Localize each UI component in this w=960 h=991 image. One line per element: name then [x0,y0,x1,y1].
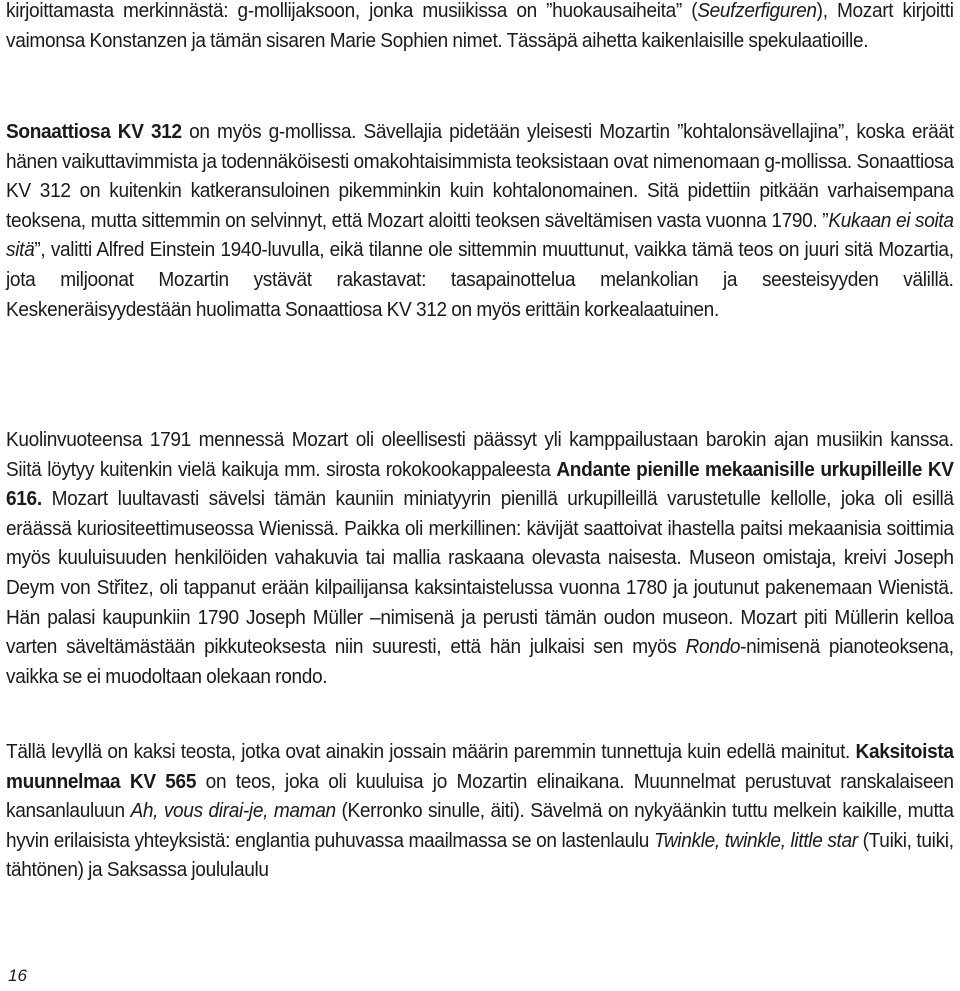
text-run: kirjoittamasta merkinnästä: g-mollijaksoon, jonka musiikissa on ”huokausaiheita” ( [6,0,698,22]
text-run: Andante pienille mekaanisille urkupilleille KV 616. [6,457,954,511]
text-run: Sonaattiosa KV 312 [6,120,182,143]
text-run: Seufzerfiguren [697,0,817,22]
text-run: Mozart luultavasti sävelsi tämän kauniin miniatyyrin pienillä urkupilleillä varustetulle kellolle, joka oli esillä eräässä kuriositeettimuseossa Wienissä. Paikka oli merkillinen: kävijät saattoivat ihastella paitsi mekaanisia soittimia myös kuuluisuuden henkilöiden vahakuvia tai mallia raskaana olevasta naisesta. Museon omistaja, kreivi Joseph Deym von Střitez, oli tappanut erään kilpailijansa kaksintaistelussa vuonna 1780 ja joutunut pakenemaan Wienistä. Hän palasi kaupunkiin 1790 Joseph Müller –nimisenä ja perusti tämän oudon museon. Mozart piti Müllerin kelloa varten säveltämästään pikkuteoksesta niin suuresti, että hän julkaisi sen myös [6,487,954,659]
paragraph-2 [6,117,954,324]
text-run: Kukaan ei soita sitä [6,208,954,262]
text-run: Kuolinvuoteensa 1791 mennessä Mozart oli oleellisesti päässyt yli kamppailustaan barokin ajan musiikin kanssa. Siitä löytyy kuitenkin vielä kaikuja mm. sirosta rokokookappaleesta [6,428,954,481]
paragraph-4 [6,737,954,885]
text-run: (Kerronko sinulle, äiti). Sävelmä on nykyäänkin tuttu melkein kaikille, mutta hyvin erilaisista yhteyksistä: englantia puhuvassa maailmassa se on lastenlaulu [6,799,954,852]
text-run: on teos, joka oli kuuluisa jo Mozartin elinaikana. Muunnelmat perustuvat ranskalaiseen kansanlauluun [6,769,954,823]
paragraph-3 [6,425,954,691]
text-run: (Tuiki, tuiki, tähtönen) ja Saksassa joululaulu [6,828,954,882]
text-run: ”, valitti Alfred Einstein 1940-luvulla, eikä tilanne ole sittemmin muuttunut, vaikka tämä teos on juuri sitä Mozartia, jota miljoonat Mozartin ystävät rakastavat: tasapainottelua melankolian ja seesteisyyden välillä. Keskeneräisyydestään huolimatta Sonaattiosa KV 312 on myös erittäin korkealaatuinen. [6,238,954,321]
page-number: 16 [8,966,27,985]
text-run: Kaksitoista muunnelmaa KV 565 [6,740,954,793]
text-run: Ah, vous dirai-je, maman [130,799,336,823]
text-run: ), Mozart kirjoitti vaimonsa Konstanzen ja tämän sisaren Marie Sophien nimet. Tässäpä aihetta kaikenlaisille spekulaatioille. [6,0,954,52]
text-run: Twinkle, twinkle, little star [653,828,858,852]
text-run: -nimisenä pianoteoksena, vaikka se ei muodoltaan olekaan rondo. [6,635,954,688]
paragraph-1 [6,0,954,55]
text-run: Tällä levyllä on kaksi teosta, jotka ovat ainakin jossain määrin paremmin tunnettuja kuin edellä mainitut. [6,740,856,763]
text-run: on myös g-mollissa. Sävellajia pidetään yleisesti Mozartin ”kohtalonsävellajina”, koska eräät hänen vaikuttavimmista ja todennäköisesti omakohtaisimmista teoksistaan ovat nimenomaan g-mollissa. Sonaattiosa KV 312 on kuitenkin katkeransuloinen pikemminkin kuin kohtalonomainen. Sitä pidettiin pitkään varhaisempana teoksena, mutta sittemmin on selvinnyt, että Mozart aloitti teoksen säveltämisen vasta vuonna 1790. ” [6,120,954,232]
text-run: Rondo [685,635,741,659]
